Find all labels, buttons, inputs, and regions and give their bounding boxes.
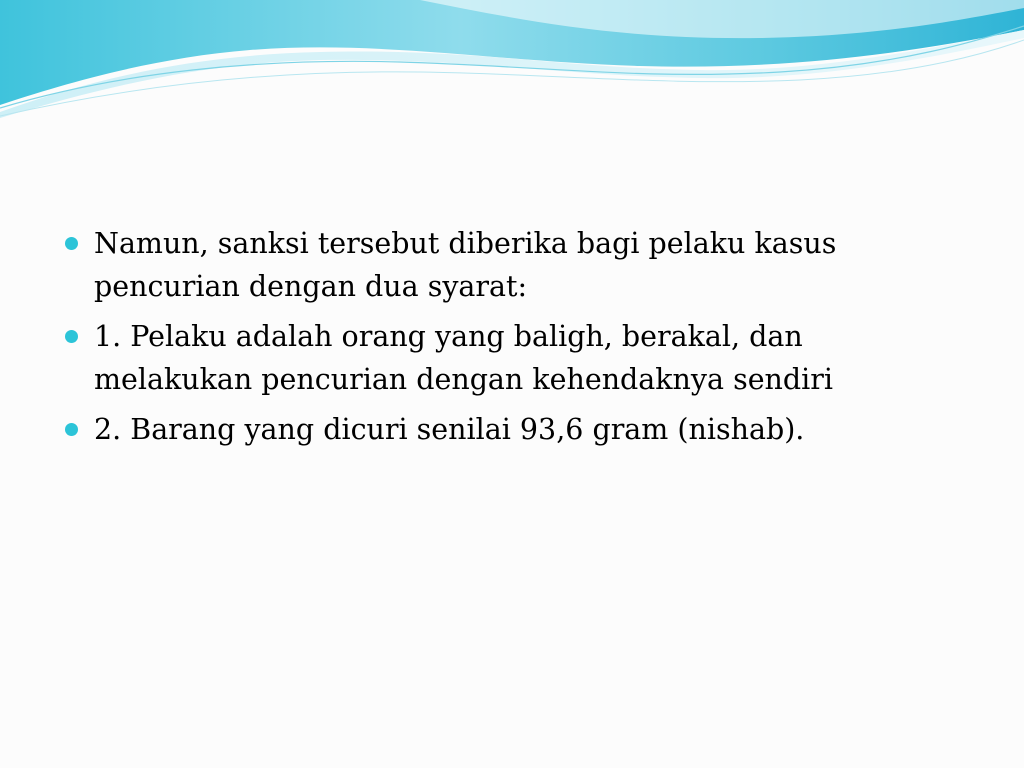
bullet-item bbox=[62, 315, 962, 401]
circle-bullet-icon bbox=[65, 330, 78, 343]
bullet-text: Namun, sanksi tersebut diberika bagi pelaku kasus pencurian dengan dua syarat: bbox=[94, 227, 837, 303]
slide-body bbox=[62, 222, 962, 458]
bullet-text: 2. Barang yang dicuri senilai 93,6 gram (nishab). bbox=[94, 413, 805, 446]
circle-bullet-icon bbox=[65, 423, 78, 436]
bullet-text: 1. Pelaku adalah orang yang baligh, berakal, dan melakukan pencurian dengan kehendaknya sendiri bbox=[94, 320, 834, 396]
bullet-list bbox=[62, 222, 962, 451]
bullet-item bbox=[62, 222, 962, 308]
header-wave-decoration bbox=[0, 0, 1024, 130]
circle-bullet-icon bbox=[65, 237, 78, 250]
bullet-item bbox=[62, 408, 962, 451]
